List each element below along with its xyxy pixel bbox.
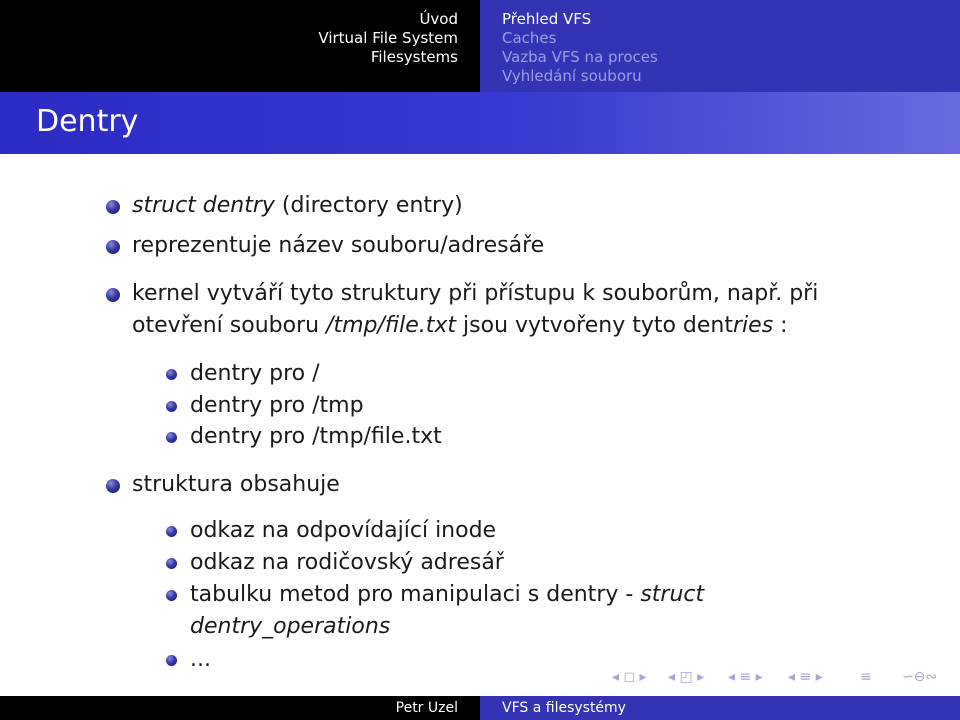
list-item [132,230,892,262]
footer-title: VFS a filesystémy [502,700,626,716]
nav-subsection-vazba[interactable]: Vazba VFS na proces [502,48,658,66]
frame-title-bar [0,92,960,154]
item-text: otevření souboru [132,313,327,338]
sub-list-item [190,579,750,643]
nav-frame-icon[interactable]: ◂ ◻ ▸ [612,669,647,685]
list-item [132,469,892,501]
sub-item-text: dentry pro /tmp [190,393,364,418]
bullet-icon [106,240,120,254]
bullet-icon [166,401,177,412]
sub-list-item [190,390,750,422]
sub-list-item [190,358,750,390]
struct-name: dentry_operations [190,614,391,639]
bullet-icon [166,590,177,601]
item-text-italic: ries [733,313,774,338]
item-text: (directory entry) [274,193,463,218]
item-text: kernel vytváří tyto struktury při přístupu k souborům, např. při [132,281,819,306]
frame-title: Dentry [36,104,139,139]
header-navigation [0,0,960,92]
sub-item-text: dentry pro /tmp/file.txt [190,424,442,449]
footer-author: Petr Uzel [395,700,458,716]
footer [0,696,960,720]
list-item [132,278,892,342]
item-text: jsou vytvořeny tyto dent [456,313,734,338]
sub-item-text: dentry pro / [190,361,320,386]
bullet-icon [166,655,177,666]
sub-list-item [190,515,750,547]
struct-keyword: struct [640,582,705,607]
nav-subsection-vyhledani[interactable]: Vyhledání souboru [502,67,642,85]
sub-list-item [190,547,750,579]
nav-section-uvod[interactable]: Úvod [419,10,458,28]
item-text: reprezentuje název souboru/adresáře [132,233,545,258]
item-text: struktura obsahuje [132,472,340,497]
nav-section-filesystems[interactable]: Filesystems [370,48,458,66]
list-item [132,190,892,222]
footer-title-box [480,696,960,720]
bullet-icon [166,369,177,380]
nav-subsection-prehled[interactable]: Přehled VFS [502,10,592,28]
item-text: : [773,313,788,338]
bullet-icon [166,526,177,537]
sub-item-text: odkaz na odpovídající inode [190,518,497,543]
nav-section-icon[interactable]: ◂ ≡ ▸ [728,669,763,685]
nav-document-icon[interactable]: ◂ ≡ ▸ [788,669,823,685]
bullet-icon [106,200,120,214]
sub-item-text: tabulku metod pro manipulaci s dentry - [190,582,641,607]
file-path: /tmp/file.txt [326,313,457,338]
subsection-navigation [480,0,960,92]
sub-list-item [190,421,750,453]
nav-subsection-caches[interactable]: Caches [502,29,557,47]
section-navigation [0,0,480,92]
sub-item-text: ... [190,647,211,672]
bullet-icon [106,288,120,302]
struct-name: struct dentry [132,193,275,218]
sub-item-text: odkaz na rodičovský adresář [190,550,504,575]
nav-subsection-icon[interactable]: ◂ ◰ ▸ [668,669,705,685]
nav-section-vfs[interactable]: Virtual File System [318,29,458,47]
bullet-icon [106,479,120,493]
footer-author-box [0,696,480,720]
sub-list-item [190,644,750,676]
bullet-icon [166,558,177,569]
nav-search-icon[interactable]: ∽⁠⊖⁠∾ [902,669,938,685]
bullet-icon [166,432,177,443]
slide-content [0,154,960,684]
nav-appendix-icon[interactable]: ≡ [860,669,872,685]
